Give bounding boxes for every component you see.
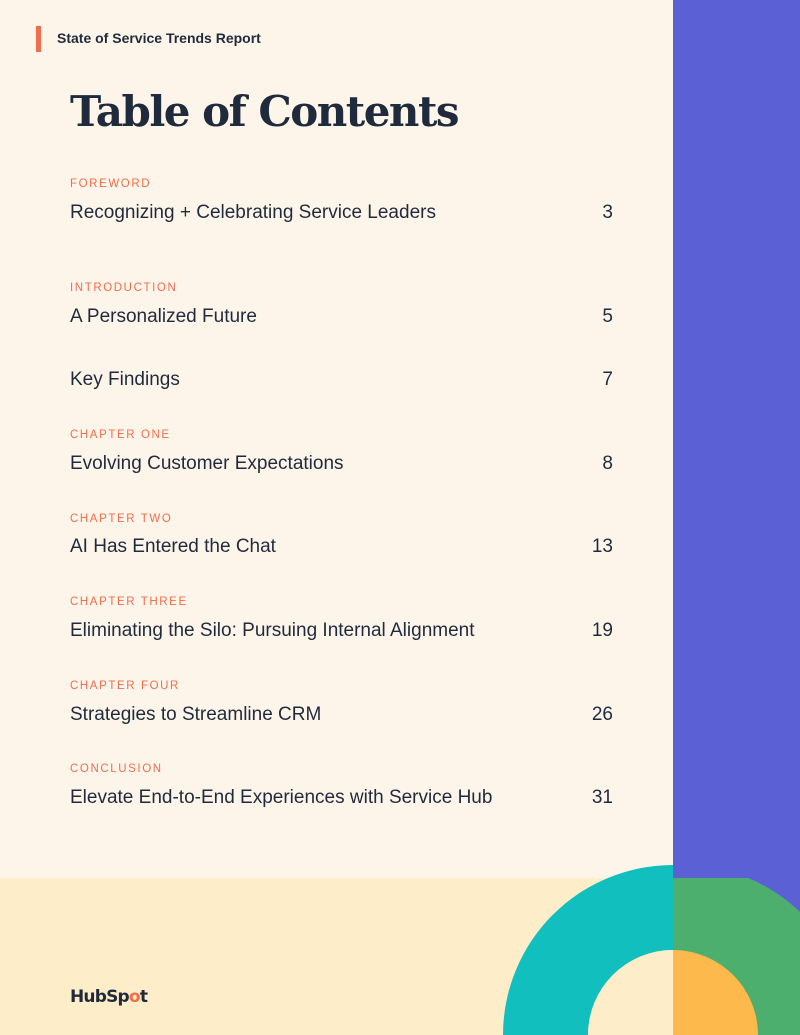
toc-entry-conclusion[interactable] — [70, 784, 613, 812]
toc-entry-page: 3 — [602, 202, 613, 223]
toc-entry-chapter-three[interactable] — [70, 617, 613, 645]
toc-entry-page: 5 — [602, 306, 613, 327]
toc-entry-personalized-future[interactable] — [70, 303, 613, 331]
toc-entry-title: A Personalized Future — [70, 306, 257, 327]
toc-entry-title: Eliminating the Silo: Pursuing Internal Alignment — [70, 620, 475, 641]
toc-entry-page: 7 — [602, 369, 613, 390]
toc-entry-title: Elevate End-to-End Experiences with Service Hub — [70, 787, 493, 808]
toc-entry-page: 8 — [602, 453, 613, 474]
toc-entry-chapter-four[interactable] — [70, 701, 613, 729]
logo-text-end: t — [139, 987, 148, 1007]
toc-entry-page: 13 — [591, 536, 613, 557]
toc-entry-page: 31 — [591, 787, 613, 808]
report-title: State of Service Trends Report — [57, 30, 261, 46]
toc-entry-title: Key Findings — [70, 369, 180, 390]
sprocket-icon: o — [128, 987, 140, 1007]
section-label-chapter-two: CHAPTER TWO — [70, 513, 173, 525]
section-label-foreword: FOREWORD — [70, 178, 152, 190]
toc-entry-title: AI Has Entered the Chat — [70, 536, 276, 557]
toc-entry-title: Recognizing + Celebrating Service Leaders — [70, 202, 436, 223]
section-label-introduction: INTRODUCTION — [70, 282, 178, 294]
toc-entry-page: 19 — [591, 620, 613, 641]
toc-entry-title: Evolving Customer Expectations — [70, 453, 344, 474]
logo-text-start: HubSp — [70, 987, 129, 1007]
toc-entry-key-findings[interactable] — [70, 366, 613, 394]
toc-entry-chapter-one[interactable] — [70, 450, 613, 478]
toc-entry-page: 26 — [591, 704, 613, 725]
section-label-chapter-three: CHAPTER THREE — [70, 596, 188, 608]
section-label-conclusion: CONCLUSION — [70, 763, 163, 775]
section-label-chapter-four: CHAPTER FOUR — [70, 680, 180, 692]
toc-entry-title: Strategies to Streamline CRM — [70, 704, 322, 725]
section-label-chapter-one: CHAPTER ONE — [70, 429, 171, 441]
page-title: Table of Contents — [70, 87, 458, 136]
header-accent-bar — [36, 26, 41, 52]
toc-entry-chapter-two[interactable] — [70, 533, 613, 561]
toc-entry-foreword[interactable] — [70, 199, 613, 227]
hubspot-logo — [70, 987, 147, 1007]
